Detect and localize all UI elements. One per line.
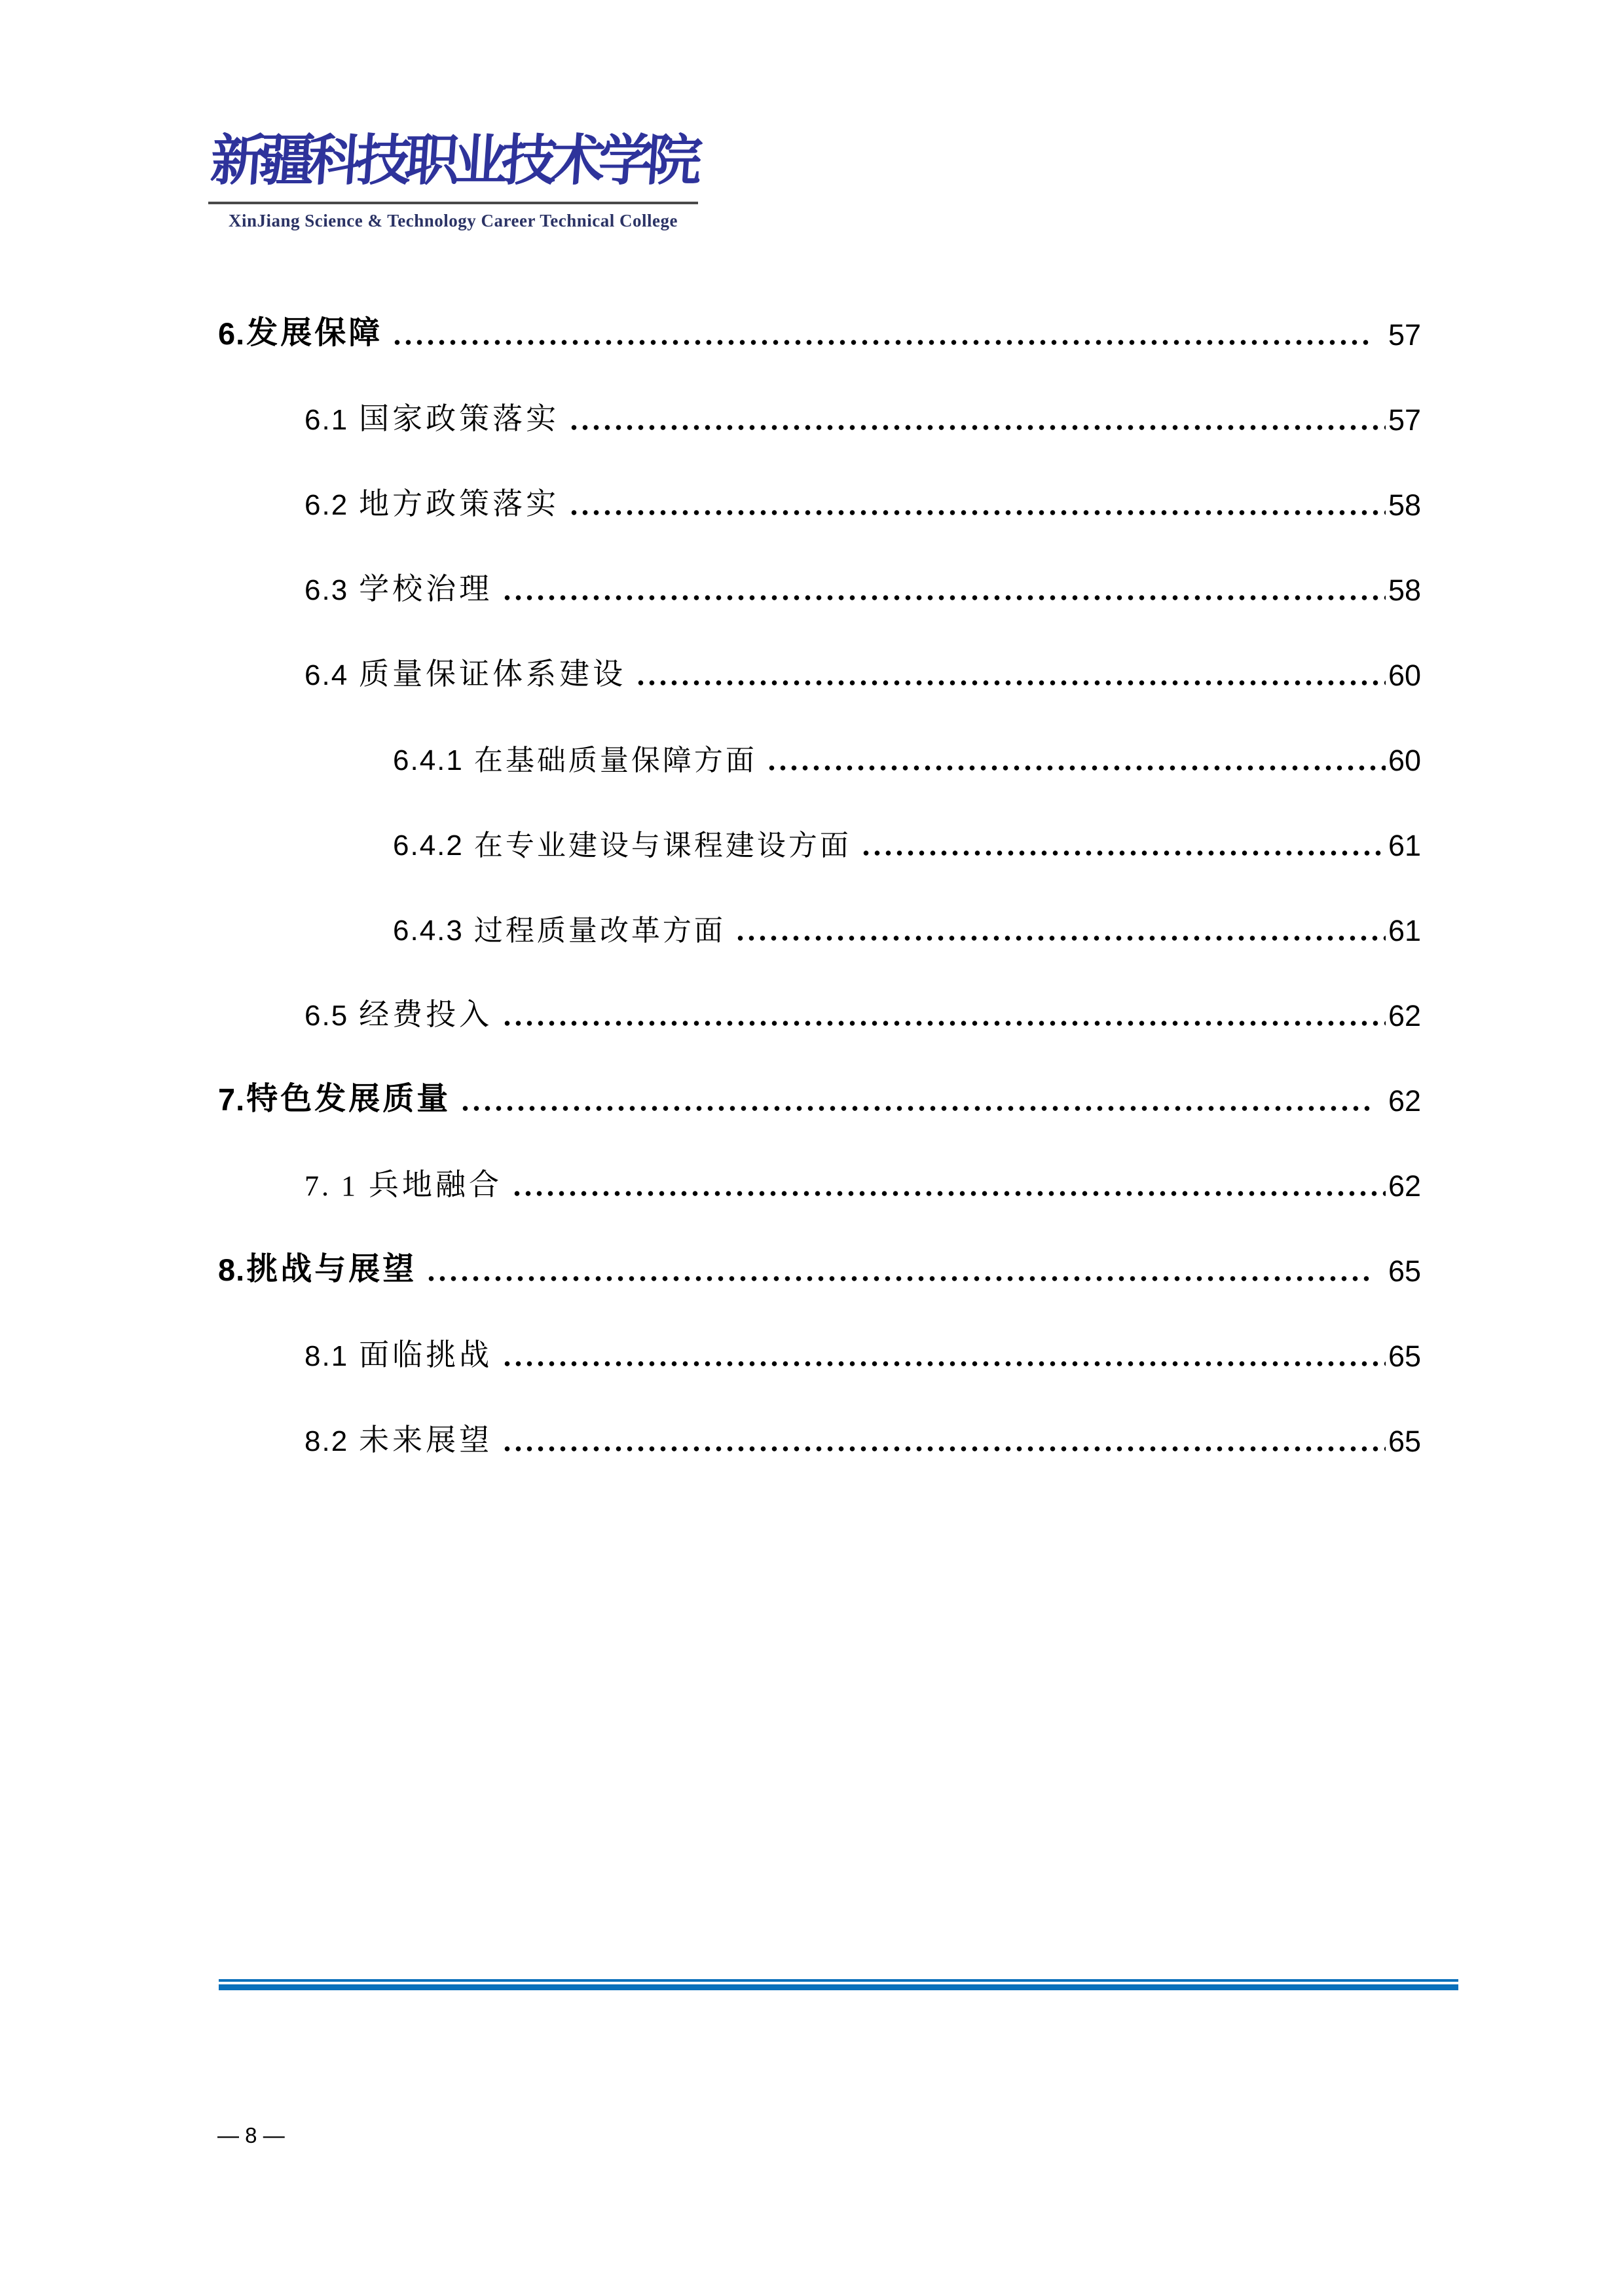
college-logo-calligraphy: 新疆科技职业技术学院 — [208, 128, 698, 192]
toc-entry-number: 6.2 — [304, 488, 349, 521]
toc-leader-dots — [635, 678, 1386, 687]
toc-entry-number: 6.4 — [304, 659, 349, 691]
toc-entry-number: 6.1 — [304, 403, 349, 436]
toc-entry-page: 65 — [1388, 1254, 1421, 1288]
toc-entry-number: 6.5 — [304, 999, 349, 1032]
toc-entry-page: 62 — [1388, 998, 1421, 1032]
toc-entry-title: 经费投入 — [359, 998, 493, 1032]
toc-entry[interactable] — [218, 1389, 1421, 1474]
toc-leader-dots — [502, 1444, 1386, 1453]
toc-entry-title: 面临挑战 — [359, 1338, 493, 1372]
toc-leader-dots — [460, 1104, 1371, 1113]
toc-entry-page: 62 — [1388, 1169, 1421, 1203]
toc-entry[interactable] — [218, 708, 1421, 793]
toc-entry-page: 57 — [1388, 403, 1421, 437]
toc-entry-title: 国家政策落实 — [359, 402, 560, 436]
toc-entry-page: 60 — [1388, 658, 1421, 692]
toc-entry-number: 7. — [218, 1082, 246, 1118]
toc-entry[interactable] — [218, 538, 1421, 623]
footer-rule-thick-line — [219, 1984, 1458, 1990]
toc-entry-title: 在基础质量保障方面 — [473, 744, 757, 776]
toc-entry-title: 挑战与展望 — [246, 1252, 417, 1287]
toc-entry[interactable] — [218, 368, 1421, 453]
toc-entry-page: 61 — [1388, 913, 1421, 947]
toc-leader-dots — [502, 593, 1386, 602]
toc-leader-dots — [502, 1019, 1386, 1028]
toc-entry[interactable] — [218, 1219, 1421, 1304]
toc-leader-dots — [426, 1274, 1371, 1283]
toc-entry-title: 兵地融合 — [369, 1168, 502, 1202]
toc-entry-page: 65 — [1388, 1424, 1421, 1458]
toc-entry-number: 6.4.1 — [393, 744, 464, 776]
toc-entry-title: 未来展望 — [359, 1423, 493, 1457]
toc-entry-number: 6.3 — [304, 574, 349, 606]
toc-entry-number: 6.4.2 — [393, 829, 464, 862]
toc-entry[interactable] — [218, 1049, 1421, 1134]
toc-entry-title: 特色发展质量 — [246, 1082, 451, 1117]
toc-leader-dots — [766, 763, 1386, 773]
toc-entry-page: 58 — [1388, 488, 1421, 522]
toc-entry[interactable] — [218, 879, 1421, 964]
logo-underline — [208, 202, 698, 204]
toc-entry-number: 6.4.3 — [393, 914, 464, 947]
toc-leader-dots — [392, 338, 1371, 347]
toc-entry[interactable] — [218, 964, 1421, 1049]
college-logo-english-name: XinJiang Science & Technology Career Technical College — [229, 211, 678, 230]
toc-entry-number: 7. 1 — [304, 1169, 358, 1202]
toc-entry-title: 发展保障 — [246, 316, 383, 351]
toc-entry[interactable] — [218, 1134, 1421, 1219]
toc-entry-title: 学校治理 — [359, 572, 493, 606]
page-number: — 8 — — [217, 2123, 285, 2147]
toc-entry-title: 在专业建设与课程建设方面 — [473, 829, 851, 862]
toc-leader-dots — [502, 1359, 1386, 1368]
college-logo — [208, 124, 698, 231]
toc-leader-dots — [735, 934, 1386, 943]
toc-entry[interactable] — [218, 283, 1421, 368]
toc-leader-dots — [568, 423, 1386, 432]
toc-leader-dots — [511, 1189, 1386, 1198]
toc-entry-title: 质量保证体系建设 — [359, 657, 627, 691]
toc-entry-page: 60 — [1388, 743, 1421, 777]
toc-entry-number: 6. — [218, 316, 246, 352]
toc-entry-number: 8. — [218, 1252, 246, 1288]
toc-entry-page: 65 — [1388, 1339, 1421, 1373]
toc-entry-page: 62 — [1388, 1084, 1421, 1118]
footer-rule — [219, 1979, 1458, 1990]
toc-entry[interactable] — [218, 1304, 1421, 1389]
toc-entry-number: 8.2 — [304, 1425, 349, 1457]
toc-list — [218, 283, 1421, 1474]
toc-entry[interactable] — [218, 793, 1421, 879]
toc-entry-title: 过程质量改革方面 — [473, 914, 726, 947]
toc-leader-dots — [860, 848, 1386, 858]
toc-leader-dots — [568, 508, 1386, 517]
toc-entry-page: 57 — [1388, 318, 1421, 352]
toc-entry-number: 8.1 — [304, 1339, 349, 1372]
toc-entry-page: 58 — [1388, 573, 1421, 607]
toc-entry[interactable] — [218, 453, 1421, 538]
toc-entry-page: 61 — [1388, 828, 1421, 862]
toc-entry-title: 地方政策落实 — [359, 487, 560, 521]
toc-entry[interactable] — [218, 623, 1421, 708]
